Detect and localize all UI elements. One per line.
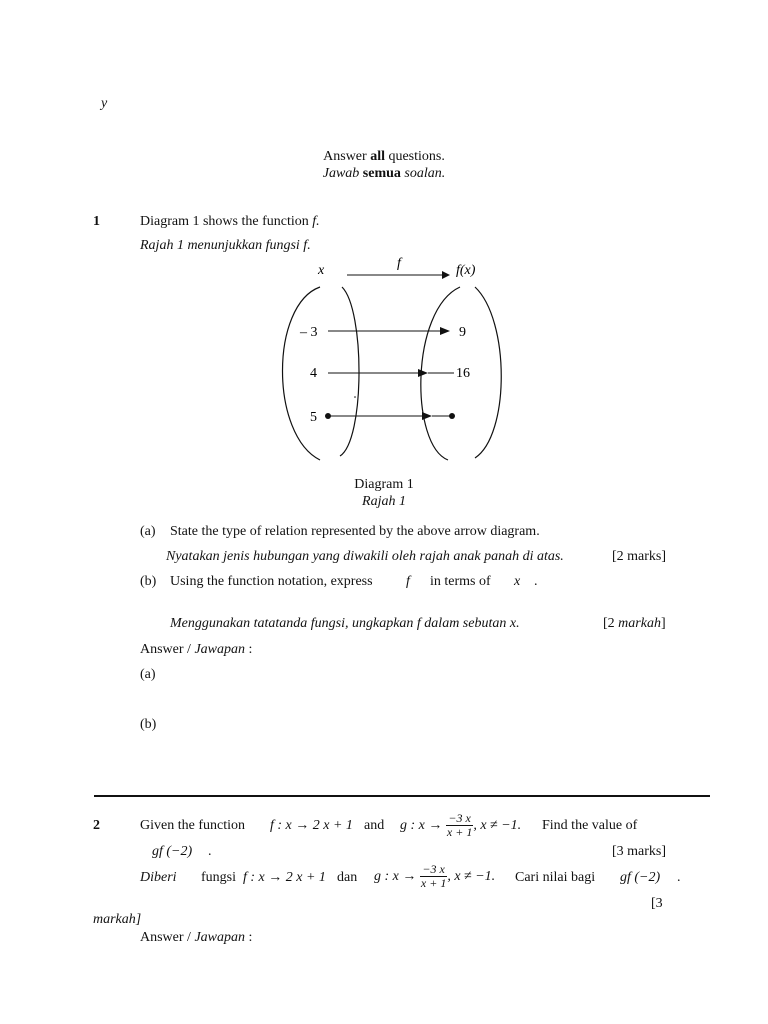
- answer-label-2: Answer / Jawapan :: [140, 930, 253, 945]
- gf-expression-ms: gf (−2): [620, 870, 661, 885]
- function-f-definition: f : x → 2 x + 1: [270, 818, 353, 833]
- domain-element-1: – 3: [300, 325, 318, 340]
- question-divider: [94, 795, 710, 797]
- gf-expression-en: gf (−2): [152, 844, 193, 859]
- question-2-marks-en: [3 marks]: [612, 844, 667, 859]
- codomain-set-outline-right: [475, 287, 501, 458]
- codomain-label: f(x): [456, 263, 476, 278]
- diagram-caption-ms: Rajah 1: [362, 494, 406, 509]
- question-1-intro-en: Diagram 1 shows the function f.: [140, 214, 320, 229]
- instruction-ms: Jawab semua soalan.: [322, 166, 446, 181]
- part-b-question-en: Using the function notation, express: [170, 574, 373, 589]
- question-2-given-ms: Diberi: [140, 870, 177, 885]
- gf-period-ms: .: [677, 870, 681, 885]
- part-a-marks: [2 marks]: [612, 549, 667, 564]
- answer-a-label: (a): [140, 667, 156, 682]
- g-fraction: $\frac{-3 x}{x + 1}$: [446, 811, 473, 840]
- domain-element-2: 4: [310, 366, 317, 381]
- part-b-question-ms: Menggunakan tatatanda fungsi, ungkapkan f dalam sebutan x.: [170, 616, 520, 631]
- codomain-element-2: 16: [456, 366, 470, 381]
- part-a-label: (a): [140, 524, 156, 539]
- function-label: f: [397, 256, 401, 271]
- mapping-arrowhead-2: [418, 369, 428, 377]
- question-2-marks-ms-word: markah]: [93, 912, 142, 927]
- mapping-arrowhead-1: [440, 327, 450, 335]
- word-dan: dan: [337, 870, 358, 885]
- arrow-diagram: [270, 250, 520, 470]
- question-1-number: 1: [93, 214, 100, 229]
- domain-set-outline-right: [340, 287, 359, 456]
- function-g-definition-ms: g : x → $\frac{-3 x}{x + 1}$ , x ≠ −1.: [374, 862, 496, 891]
- part-b-marks: [2 markah]: [603, 616, 666, 631]
- codomain-point-3: [449, 413, 455, 419]
- codomain-element-1: 9: [459, 325, 466, 340]
- question-1-intro-ms: Rajah 1 menunjukkan fungsi f.: [140, 238, 311, 253]
- find-value-ms: Cari nilai bagi: [515, 870, 596, 885]
- word-and: and: [364, 818, 385, 833]
- answer-label-1: Answer / Jawapan :: [140, 642, 253, 657]
- question-2-number: 2: [93, 818, 100, 833]
- mapping-arrowhead-3: [422, 412, 432, 420]
- part-b-terms: in terms of: [430, 574, 491, 589]
- diagram-caption-en: Diagram 1: [354, 477, 414, 492]
- part-b-f-symbol: f: [406, 574, 410, 589]
- domain-label: x: [318, 263, 325, 278]
- function-g-definition: g : x → $\frac{-3 x}{x + 1}$ , x ≠ −1.: [400, 811, 522, 840]
- question-2-marks-ms-bracket: [3: [651, 896, 663, 911]
- question-2-given-en: Given the function: [140, 818, 245, 833]
- instruction-en: Answer all questions.: [323, 149, 445, 164]
- corner-mark: y: [101, 96, 108, 111]
- part-a-question-en: State the type of relation represented by the above arrow diagram.: [170, 524, 540, 539]
- part-a-question-ms: Nyatakan jenis hubungan yang diwakili oleh rajah anak panah di atas.: [166, 549, 564, 564]
- g-fraction-ms: $\frac{-3 x}{x + 1}$: [420, 862, 447, 891]
- answer-b-label: (b): [140, 717, 157, 732]
- function-arrowhead: [442, 271, 450, 279]
- function-f-definition-ms: f : x → 2 x + 1: [243, 870, 326, 885]
- stray-dot: [354, 396, 356, 398]
- part-b-x-symbol: x: [514, 574, 521, 589]
- gf-period: .: [208, 844, 212, 859]
- part-b-period: .: [534, 574, 538, 589]
- find-value-en: Find the value of: [542, 818, 638, 833]
- domain-element-3: 5: [310, 410, 317, 425]
- part-b-label: (b): [140, 574, 157, 589]
- word-fungsi: fungsi: [201, 870, 236, 885]
